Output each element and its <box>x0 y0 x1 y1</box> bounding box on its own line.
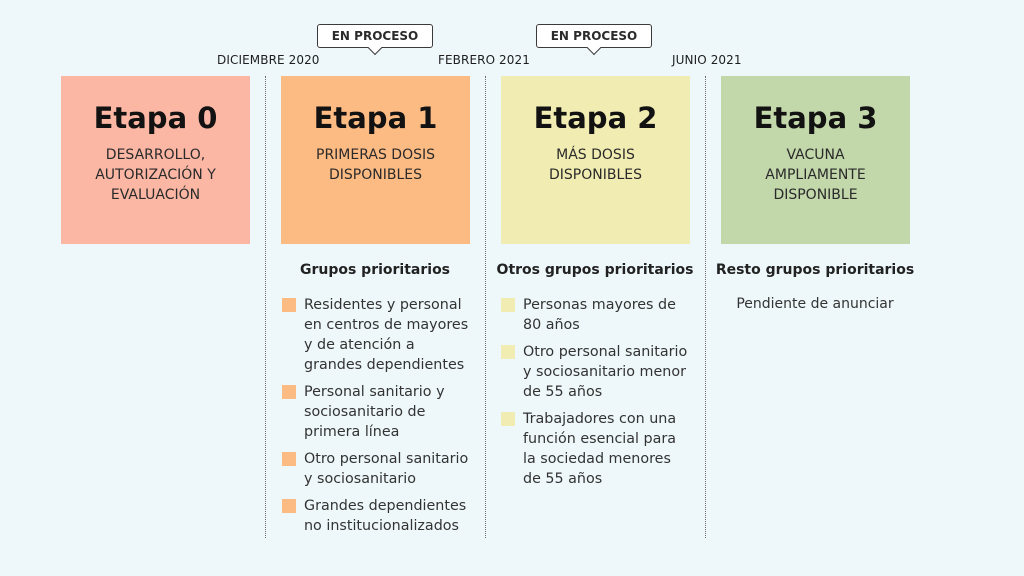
list-item: Personal sanitario y sociosanitario de primera línea <box>282 382 472 442</box>
timeline-divider <box>485 76 486 538</box>
status-badge-stage-2: EN PROCESO <box>536 24 652 48</box>
list-item: Personas mayores de 80 años <box>501 295 691 335</box>
stage-subtitle: VACUNA AMPLIAMENTE DISPONIBLE <box>765 147 866 203</box>
stage-title: Etapa 3 <box>753 101 878 135</box>
stage-card-0 <box>61 76 250 244</box>
stage-title: Etapa 2 <box>533 101 658 135</box>
priority-list-stage-2 <box>501 295 691 496</box>
square-bullet-icon <box>501 298 515 312</box>
status-badge-stage-1: EN PROCESO <box>317 24 433 48</box>
group-title-stage-3: Resto grupos prioritarios <box>715 262 915 278</box>
date-diciembre-2020: DICIEMBRE 2020 <box>217 53 320 67</box>
list-item: Trabajadores con una función esencial para la sociedad menores de 55 años <box>501 409 691 489</box>
group-title-stage-1: Grupos prioritarios <box>299 262 451 278</box>
priority-list-stage-1 <box>282 295 472 543</box>
square-bullet-icon <box>282 298 296 312</box>
square-bullet-icon <box>501 345 515 359</box>
date-febrero-2021: FEBRERO 2021 <box>438 53 530 67</box>
square-bullet-icon <box>282 452 296 466</box>
stage-subtitle: MÁS DOSIS DISPONIBLES <box>549 147 642 183</box>
square-bullet-icon <box>282 499 296 513</box>
stage-title: Etapa 1 <box>313 101 438 135</box>
list-item: Residentes y personal en centros de mayores y de atención a grandes dependientes <box>282 295 472 375</box>
stage-card-2 <box>501 76 690 244</box>
stage-title: Etapa 0 <box>93 101 218 135</box>
list-item: Grandes dependientes no institucionalizados <box>282 496 472 536</box>
timeline-divider <box>705 76 706 538</box>
timeline-divider <box>265 76 266 538</box>
pending-note: Pendiente de anunciar <box>736 296 894 312</box>
stage-card-3 <box>721 76 910 244</box>
group-title-stage-2: Otros grupos prioritarios <box>496 262 694 278</box>
stage-subtitle: DESARROLLO, AUTORIZACIÓN Y EVALUACIÓN <box>95 147 216 203</box>
square-bullet-icon <box>282 385 296 399</box>
date-junio-2021: JUNIO 2021 <box>672 53 742 67</box>
square-bullet-icon <box>501 412 515 426</box>
stage-card-1 <box>281 76 470 244</box>
list-item: Otro personal sanitario y sociosanitario <box>282 449 472 489</box>
list-item: Otro personal sanitario y sociosanitario menor de 55 años <box>501 342 691 402</box>
stage-subtitle: PRIMERAS DOSIS DISPONIBLES <box>316 147 435 183</box>
